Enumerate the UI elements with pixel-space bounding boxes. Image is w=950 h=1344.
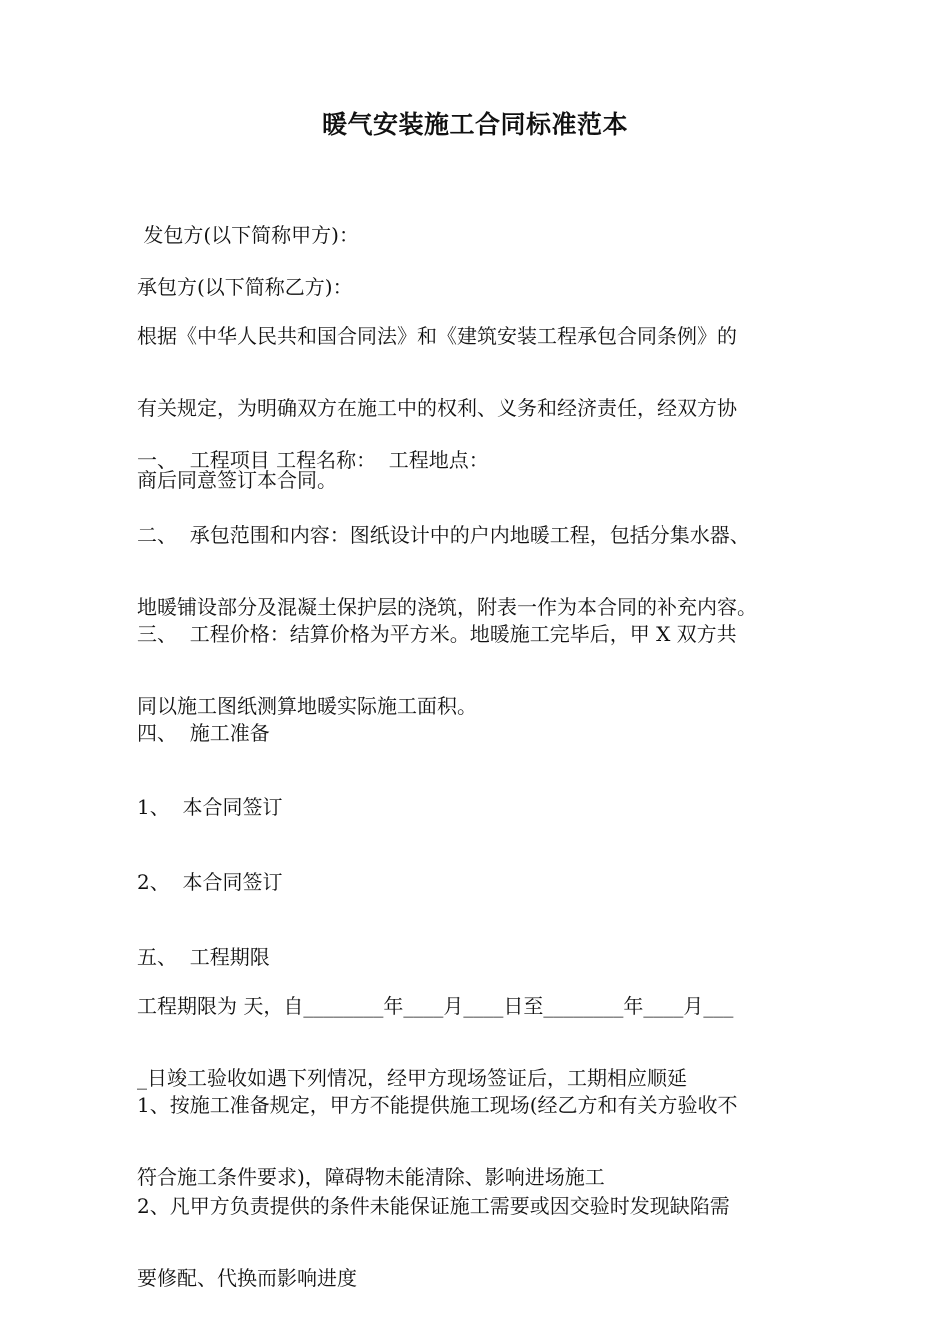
text-line: 一、 工程项目 工程名称： 工程地点： <box>137 448 489 472</box>
text-line: 承包方(以下简称乙方)： <box>137 275 353 299</box>
text-line: 有关规定，为明确双方在施工中的权利、义务和经济责任，经双方协 <box>137 396 737 420</box>
text-line: 2、凡甲方负责提供的条件未能保证施工需要或因交验时发现缺陷需 <box>137 1194 730 1218</box>
text-line: 发包方(以下简称甲方)： <box>137 223 359 247</box>
text-line: 工程期限为 天，自________年____月____日至________年____月___ <box>137 994 734 1018</box>
text-line: _日竣工验收如遇下列情况，经甲方现场签证后，工期相应顺延 <box>137 1066 687 1090</box>
text-line: 同以施工图纸测算地暖实际施工面积。 <box>137 694 477 718</box>
document-title: 暖气安装施工合同标准范本 <box>321 110 628 139</box>
text-line: 商后同意签订本合同。 <box>137 468 337 492</box>
text-line: 三、 工程价格：结算价格为平方米。地暖施工完毕后，甲 X 双方共 <box>137 622 737 646</box>
clause-2 <box>137 1146 827 1338</box>
text-line: 四、 施工准备 <box>137 721 270 745</box>
text-line: 1、 本合同签订 <box>137 795 283 819</box>
text-line: 五、 工程期限 <box>137 945 270 969</box>
text-line: 地暖铺设部分及混凝土保护层的浇筑，附表一作为本合同的补充内容。 <box>137 595 757 619</box>
text-line: 2、 本合同签订 <box>137 870 283 894</box>
text-line: 要修配、代换而影响进度 <box>137 1266 357 1290</box>
text-line: 根据《中华人民共和国合同法》和《建筑安装工程承包合同条例》的 <box>137 324 737 348</box>
text-line: 1、按施工准备规定，甲方不能提供施工现场(经乙方和有关方验收不 <box>137 1093 738 1117</box>
text-line: 符合施工条件要求)，障碍物未能清除、影响进场施工 <box>137 1165 605 1189</box>
text-line: 二、 承包范围和内容：图纸设计中的户内地暖工程，包括分集水器、 <box>137 523 750 547</box>
